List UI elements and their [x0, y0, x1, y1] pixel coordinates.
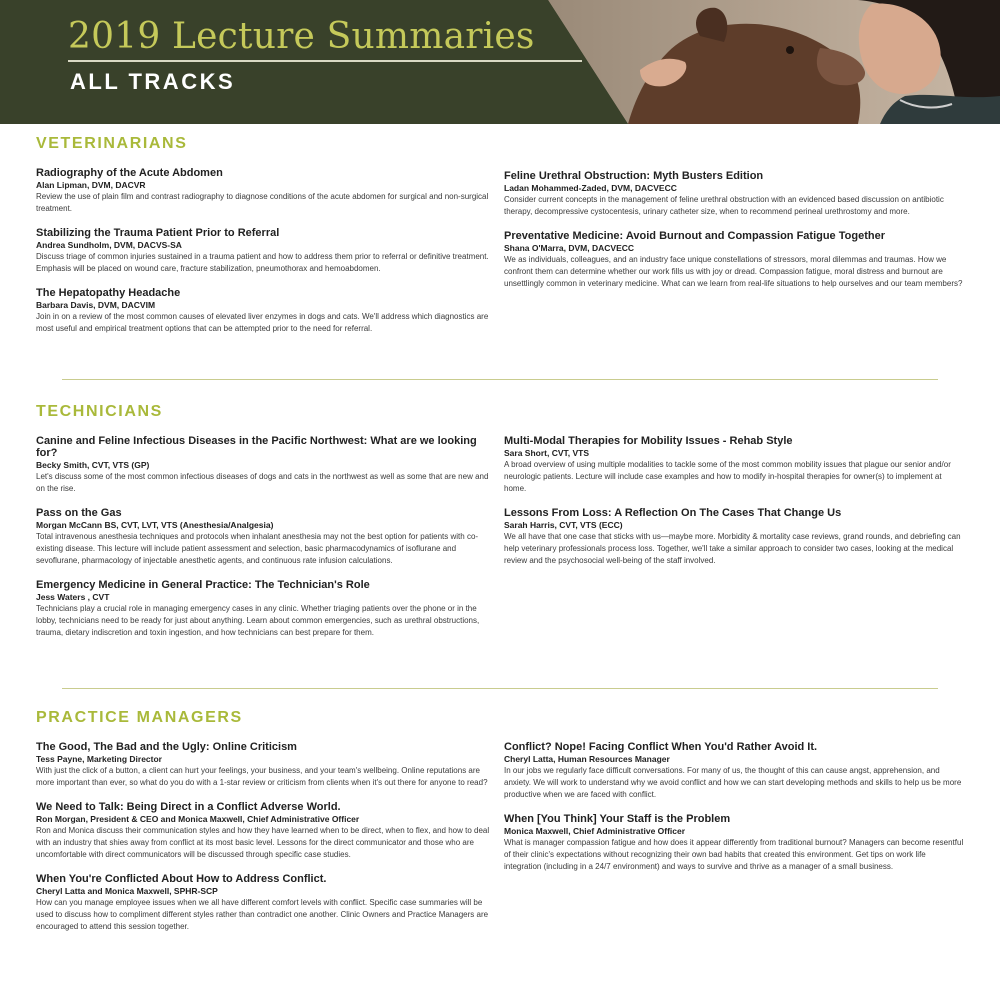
lecture-entry	[36, 741, 492, 789]
lecture-title: Multi-Modal Therapies for Mobility Issues - Rehab Style	[504, 435, 793, 447]
lecture-title: Canine and Feline Infectious Diseases in the Pacific Northwest: What are we looking for?	[36, 435, 477, 459]
lecture-entry	[504, 507, 964, 567]
lecture-entry	[36, 579, 492, 639]
lecture-speaker: Shana O'Marra, DVM, DACVECC	[504, 243, 635, 253]
lecture-title: Pass on the Gas	[36, 507, 122, 519]
section-divider	[62, 688, 938, 689]
lecture-description: Join in on a review of the most common causes of elevated liver enzymes in dogs and cats. We'll address which diagnostics are most useful and empirical treatment options that can be attempted prior to the need for referral.	[36, 312, 489, 333]
lecture-description: Discuss triage of common injuries sustained in a trauma patient and how to address them prior to referral or definitive treatment. Emphasis will be placed on wound care, fracture stabilization, pneumothorax and hemoabdomen.	[36, 252, 489, 273]
lecture-entry	[36, 873, 492, 933]
lecture-title: When You're Conflicted About How to Address Conflict.	[36, 873, 327, 885]
lecture-speaker: Jess Waters , CVT	[36, 592, 110, 602]
lecture-description: Review the use of plain film and contrast radiography to diagnose conditions of the acute abdomen for surgical and non-surgical treatment.	[36, 192, 489, 213]
lecture-speaker: Sara Short, CVT, VTS	[504, 448, 590, 458]
lecture-speaker: Alan Lipman, DVM, DACVR	[36, 180, 146, 190]
lecture-title: Emergency Medicine in General Practice: The Technician's Role	[36, 579, 370, 591]
lecture-entry	[36, 435, 492, 495]
lecture-title: Feline Urethral Obstruction: Myth Busters Edition	[504, 170, 764, 182]
lecture-description: With just the click of a button, a client can hurt your feelings, your business, and your team's wellbeing. Online reputations are more important than ever, so what do you do with a 1-star review or criticism from clients when it's out there for anyone to read?	[36, 766, 488, 787]
lecture-title: Stabilizing the Trauma Patient Prior to Referral	[36, 227, 280, 239]
practice-managers-left-column	[36, 741, 492, 945]
lecture-entry	[504, 170, 964, 218]
lecture-speaker: Monica Maxwell, Chief Administrative Officer	[504, 826, 686, 836]
lecture-entry	[504, 435, 964, 495]
header-banner	[0, 0, 1000, 124]
practice-managers-right-column	[504, 741, 964, 885]
lecture-description: We all have that one case that sticks with us—maybe more. Morbidity & mortality case reviews, grand rounds, and debriefing can help veterinary professionals process loss. Together, we'll take a similar approach to consider two cases, looking at the medical review and the psychosocial well-being of the staff involved.	[504, 532, 961, 565]
lecture-speaker: Cheryl Latta, Human Resources Manager	[504, 754, 670, 764]
lecture-entry	[36, 507, 492, 567]
lecture-description: Ron and Monica discuss their communication styles and how they have learned when to be direct, when to flex, and how to deal with an industry that shies away from conflict at its most basic level. Lessons for the direct communicator and those who are uncomfortable with direct communicators will be discussed through specific case studies.	[36, 826, 490, 859]
lecture-entry	[36, 801, 492, 861]
lecture-speaker: Ladan Mohammed-Zaded, DVM, DACVECC	[504, 183, 677, 193]
lecture-speaker: Barbara Davis, DVM, DACVIM	[36, 300, 156, 310]
page-subtitle: ALL TRACKS	[70, 69, 236, 94]
lecture-speaker: Becky Smith, CVT, VTS (GP)	[36, 460, 150, 470]
lecture-description: Total intravenous anesthesia techniques and protocols when inhalant anesthesia may not the best option for patients with co-existing disease. This lecture will include patient assessment and selection, basic pharmacodynamics of isoflurane and sevoflurane, pharmacology of injectable anesthetic agents, and continuous rate infusion calculations.	[36, 532, 479, 565]
lecture-speaker: Tess Payne, Marketing Director	[36, 754, 162, 764]
veterinarians-right-column	[504, 170, 964, 302]
lecture-title: Preventative Medicine: Avoid Burnout and Compassion Fatigue Together	[504, 230, 885, 242]
lecture-speaker: Andrea Sundholm, DVM, DACVS-SA	[36, 240, 182, 250]
lecture-entry	[36, 167, 492, 215]
lecture-speaker: Cheryl Latta and Monica Maxwell, SPHR-SCP	[36, 886, 218, 896]
lecture-title: Conflict? Nope! Facing Conflict When You'd Rather Avoid It.	[504, 741, 818, 753]
lecture-title: Radiography of the Acute Abdomen	[36, 167, 223, 179]
title-underline	[68, 60, 582, 62]
lecture-description: How can you manage employee issues when we all have different comfort levels with conflict. Specific case summaries will be used to discuss how to compliment different styles rather than contradict one another. Clinic Owners and Practice Managers are encouraged to attend this session together.	[36, 898, 489, 931]
lecture-description: What is manager compassion fatigue and how does it appear differently from traditional burnout? Managers can become resentful of their clinic's expectations without recognizing their own bad habits that created this environment. Get tips on work life integration (including in a 24/7 environment) and ways to survive and thrive as a manager of a small business.	[504, 838, 964, 871]
lecture-title: The Hepatopathy Headache	[36, 287, 181, 299]
lecture-entry	[504, 741, 964, 801]
lecture-title: Lessons From Loss: A Reflection On The Cases That Change Us	[504, 507, 842, 519]
section-title-veterinarians: VETERINARIANS	[36, 135, 188, 152]
lecture-title: The Good, The Bad and the Ugly: Online Criticism	[36, 741, 297, 753]
lecture-entry	[36, 227, 492, 275]
veterinarians-left-column	[36, 167, 492, 347]
lecture-speaker: Morgan McCann BS, CVT, LVT, VTS (Anesthesia/Analgesia)	[36, 520, 274, 530]
technicians-left-column	[36, 435, 492, 651]
lecture-entry	[36, 287, 492, 335]
lecture-description: We as individuals, colleagues, and an industry face unique constellations of stressors, moral dilemmas and traumas. How we confront them can determine whether our work fills us with joy or dread. Compassion fatigue, moral distress and burnout are unsettlingly common in veterinary medicine. What can we learn from real-life situations to help ourselves and our team members?	[504, 255, 963, 288]
technicians-right-column	[504, 435, 964, 579]
lecture-speaker: Ron Morgan, President & CEO and Monica Maxwell, Chief Administrative Officer	[36, 814, 360, 824]
page-title: 2019 Lecture Summaries	[68, 16, 535, 57]
lecture-description: Consider current concepts in the management of feline urethral obstruction with an evidenced based discussion on antibiotic therapy, decompressive cystocentesis, urinary catheter size, when to recommend perineal urethrostomy and more.	[504, 195, 944, 216]
lecture-title: When [You Think] Your Staff is the Problem	[504, 813, 731, 825]
lecture-description: A broad overview of using multiple modalities to tackle some of the most common mobility issues that plague our senior and/or neurologic patients. Lecture will include case examples and how to modify in-hospital therapies for owner(s) to implement at home.	[504, 460, 951, 493]
lecture-entry	[504, 813, 964, 873]
lecture-description: In our jobs we regularly face difficult conversations. For many of us, the thought of this can cause angst, apprehension, and anxiety. We will work to understand why we avoid conflict and how we can start developing methods and skills to help us be more productive when we are faced with conflict.	[504, 766, 962, 799]
lecture-entry	[504, 230, 964, 290]
section-divider	[62, 379, 938, 380]
lecture-speaker: Sarah Harris, CVT, VTS (ECC)	[504, 520, 623, 530]
lecture-description: Let's discuss some of the most common infectious diseases of dogs and cats in the northwest as well as some that are new and on the rise.	[36, 472, 489, 493]
section-title-practice-managers: PRACTICE MANAGERS	[36, 709, 243, 726]
section-title-technicians: TECHNICIANS	[36, 403, 163, 420]
lecture-description: Technicians play a crucial role in managing emergency cases in any clinic. Whether triaging patients over the phone or in the lobby, technicians need to be ready for just about anything. Learn about common emergencies, such as urethral obstructions, trauma, dietary indiscretion and toxin ingestion, and how technicians can best prepare for them.	[36, 604, 480, 637]
lecture-title: We Need to Talk: Being Direct in a Conflict Adverse World.	[36, 801, 341, 813]
